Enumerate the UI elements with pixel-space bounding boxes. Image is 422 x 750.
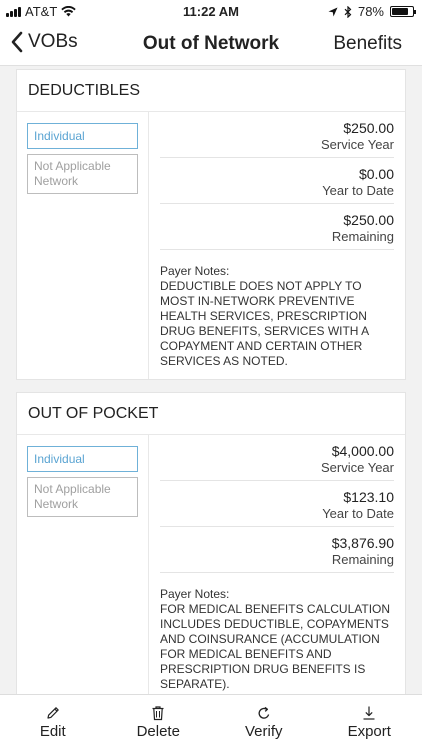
- value-amount: $3,876.90: [331, 535, 394, 551]
- value-label: Service Year: [321, 460, 394, 475]
- value-amount: $0.00: [358, 166, 394, 182]
- section-title: DEDUCTIBLES: [17, 70, 405, 112]
- benefits-content[interactable]: [0, 67, 422, 694]
- value-amount: $250.00: [343, 120, 394, 136]
- value-amount: $123.10: [343, 489, 394, 505]
- navigation-bar: [0, 22, 422, 66]
- delete-label: Delete: [136, 723, 180, 740]
- payer-notes-label: Payer Notes:: [160, 264, 230, 278]
- payer-notes-text: FOR MEDICAL BENEFITS CALCULATION INCLUDES DEDUCTIBLE, COPAYMENTS AND COINSURANCE (ACCUMULATION FOR MEDICAL BENEFITS AND PRESCRIPTION DRUG BENEFITS IS SEPARATE).: [160, 602, 391, 691]
- export-button[interactable]: [324, 695, 414, 750]
- carrier-label: AT&T: [25, 4, 58, 19]
- edit-label: Edit: [39, 723, 66, 740]
- card-body: [17, 112, 405, 379]
- download-icon: [361, 705, 377, 721]
- page-title: Out of Network: [142, 33, 280, 54]
- refresh-icon: [256, 705, 272, 721]
- network-filter[interactable]: Not Applicable Network: [27, 477, 138, 517]
- value-row: [160, 481, 394, 527]
- payer-notes-text: DEDUCTIBLE DOES NOT APPLY TO MOST IN-NETWORK PREVENTIVE HEALTH SERVICES, PRESCRIPTION DRUG BENEFITS, SERVICES WITH A COPAYMENT AND CERTAIN OTHER SERVICES AS NOTED.: [160, 279, 369, 368]
- value-label: Remaining: [331, 229, 394, 244]
- battery-fill: [392, 8, 408, 15]
- benefits-button[interactable]: Benefits: [333, 33, 402, 54]
- values-column: [149, 435, 405, 694]
- edit-button[interactable]: [8, 695, 98, 750]
- value-label: Year to Date: [322, 506, 394, 521]
- pencil-icon: [45, 705, 61, 721]
- filter-column: [17, 435, 149, 694]
- values-column: [149, 112, 405, 379]
- individual-filter[interactable]: Individual: [27, 446, 138, 472]
- verify-button[interactable]: [219, 695, 309, 750]
- value-row: [160, 158, 394, 204]
- card-body: [17, 435, 405, 694]
- delete-button[interactable]: [113, 695, 203, 750]
- status-bar: [0, 0, 422, 22]
- bluetooth-icon: [344, 6, 352, 18]
- payer-notes-label: Payer Notes:: [160, 587, 230, 601]
- value-amount: $250.00: [343, 212, 394, 228]
- value-row: [160, 435, 394, 481]
- battery-icon: [390, 6, 414, 17]
- status-time: 11:22 AM: [183, 4, 239, 19]
- value-row: [160, 204, 394, 250]
- export-label: Export: [347, 723, 391, 740]
- value-label: Service Year: [321, 137, 394, 152]
- status-right: [328, 4, 414, 19]
- bottom-toolbar: [0, 694, 422, 750]
- value-label: Year to Date: [322, 183, 394, 198]
- filter-column: [17, 112, 149, 379]
- back-button-label: VOBs: [28, 31, 78, 52]
- chevron-left-icon: [10, 31, 24, 53]
- value-row: [160, 527, 394, 573]
- value-amount: $4,000.00: [331, 443, 394, 459]
- value-row: [160, 112, 394, 158]
- trash-icon: [150, 705, 166, 721]
- battery-percent: 78%: [357, 4, 384, 19]
- individual-filter[interactable]: Individual: [27, 123, 138, 149]
- location-arrow-icon: [328, 7, 338, 17]
- back-button[interactable]: [10, 31, 78, 53]
- network-filter[interactable]: Not Applicable Network: [27, 154, 138, 194]
- section-title: OUT OF POCKET: [17, 393, 405, 435]
- deductibles-card: [16, 69, 406, 380]
- value-label: Remaining: [331, 552, 394, 567]
- verify-label: Verify: [244, 723, 283, 740]
- out-of-pocket-card: [16, 392, 406, 694]
